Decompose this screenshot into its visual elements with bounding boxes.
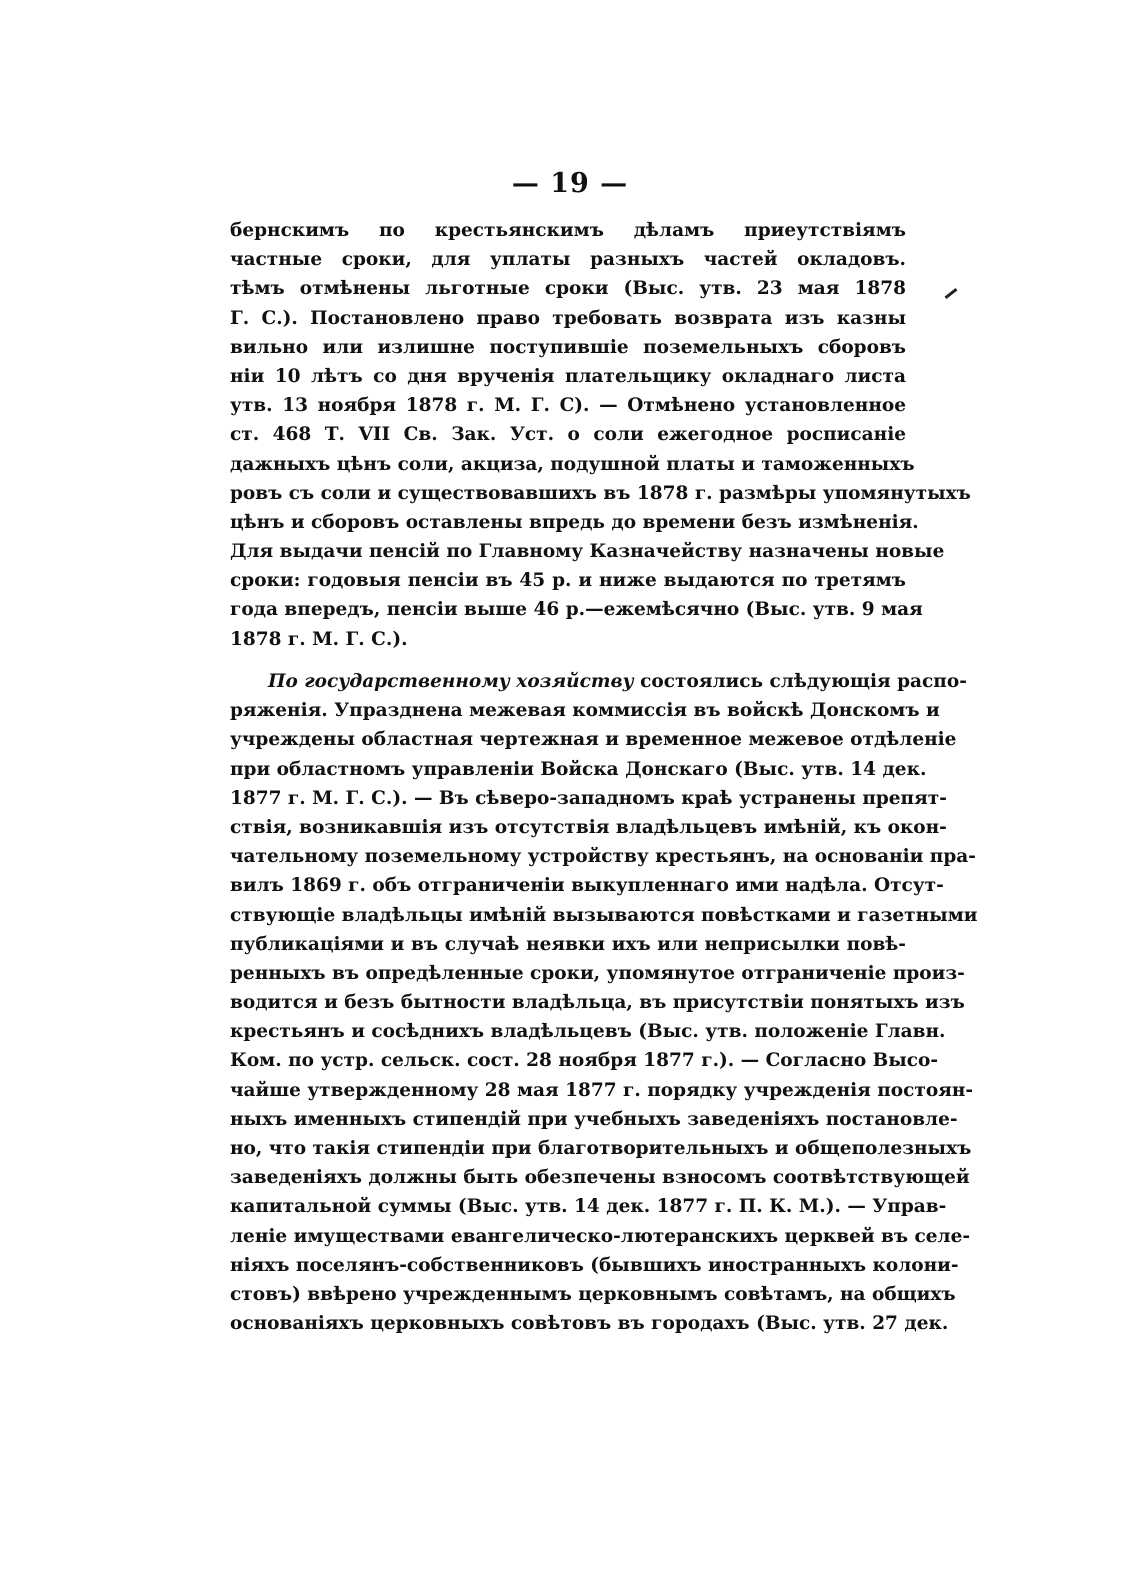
text-line: ніяхъ поселянъ-собственниковъ (бывшихъ иностранныхъ колони-: [230, 1254, 959, 1276]
margin-pencil-mark: [945, 288, 958, 299]
text-line: дажныхъ цѣнъ соли, акциза, подушной платы и таможенныхъ: [230, 453, 915, 475]
text-line: ровъ съ соли и существовавшихъ въ 1878 г. размѣры упомянутыхъ: [230, 482, 971, 504]
page-number: — 19 —: [511, 168, 629, 199]
text-line: 1878 г. М. Г. С.).: [230, 628, 408, 650]
first-line-rest: состоялись слѣдующія распо-: [633, 671, 967, 692]
paragraph: [230, 667, 978, 1338]
text-line: крестьянъ и сосѣднихъ владѣльцевъ (Выс. утв. положеніе Главн.: [230, 1021, 946, 1043]
text-line: ствующіе владѣльцы имѣній вызываются повѣстками и газетными: [230, 904, 978, 926]
text-line: утв. 13 ноября 1878 г. М. Г. С). — Отмѣнено установленное: [230, 395, 906, 417]
text-line: но, что такія стипендіи при благотворительныхъ и общеполезныхъ: [230, 1138, 972, 1159]
text-line: ст. 468 Т. VII Св. Зак. Уст. о соли ежегодное росписаніе: [230, 424, 906, 446]
text-line: капитальной суммы (Выс. утв. 14 дек. 1877 г. П. К. М.). — Управ-: [230, 1196, 947, 1218]
text-line: учреждены областная чертежная и временное межевое отдѣленіе: [230, 729, 957, 751]
text-line: ствія, возникавшія изъ отсутствія владѣльцевъ имѣній, къ окон-: [230, 816, 947, 838]
text-line: ныхъ именныхъ стипендій при учебныхъ заведеніяхъ постановле-: [230, 1108, 958, 1130]
text-line: вилъ 1869 г. объ отграниченіи выкупленнаго ими надѣла. Отсут-: [230, 875, 944, 897]
text-line: чательному поземельному устройству крестьянъ, на основаніи пра-: [230, 846, 976, 868]
text-line: ніи 10 лѣтъ со дня врученія плательщику окладнаго листа: [230, 365, 906, 387]
text-line: публикаціями и въ случаѣ неявки ихъ или неприсылки повѣ-: [230, 933, 906, 955]
text-line: Для выдачи пенсій по Главному Казначейству назначены новые: [230, 541, 945, 563]
text-line: частные сроки, для уплаты разныхъ частей окладовъ.: [230, 249, 906, 271]
text-line: леніе имуществами евангелическо-лютеранскихъ церквей въ селе-: [230, 1225, 971, 1247]
text-line: бернскимъ по крестьянскимъ дѣламъ приеутствіямъ: [230, 220, 906, 241]
italic-lead: По государственному хозяйству: [268, 671, 634, 692]
text-line: 1877 г. М. Г. С.). — Въ сѣверо-западномъ краѣ устранены препят-: [230, 787, 947, 809]
text-line: года впередъ, пенсіи выше 46 р.—ежемѣсячно (Выс. утв. 9 мая: [230, 599, 923, 621]
text-line: основаніяхъ церковныхъ совѣтовъ въ городахъ (Выс. утв. 27 дек.: [230, 1313, 949, 1335]
text-line: сроки: годовыя пенсіи въ 45 р. и ниже выдаются по третямъ: [230, 570, 906, 592]
text-line: Ком. по устр. сельск. сост. 28 ноября 1877 г.). — Согласно Высо-: [230, 1050, 939, 1072]
text-line: заведеніяхъ должны быть обезпечены взносомъ соотвѣтствующей: [230, 1167, 970, 1189]
text-line: цѣнъ и сборовъ оставлены впредь до времени безъ измѣненія.: [230, 511, 919, 533]
text-line: вильно или излишне поступившіе поземельныхъ сборовъ: [230, 336, 906, 358]
text-line: при областномъ управленіи Войска Донскаго (Выс. утв. 14 дек.: [230, 758, 927, 780]
text-line: ренныхъ въ опредѣленные сроки, упомянутое отграниченіе произ-: [230, 962, 965, 984]
text-line: чайше утвержденному 28 мая 1877 г. порядку учрежденія постоян-: [230, 1079, 974, 1101]
text-line: тѣмъ отмѣнены льготные сроки (Выс. утв. 23 мая 1878: [230, 278, 906, 300]
text-line: ряженія. Упразднена межевая коммиссія въ войскѣ Донскомъ и: [230, 700, 940, 722]
text-line: Г. С.). Постановлено право требовать возврата изъ казны: [230, 307, 906, 329]
text-line-first: [230, 667, 967, 696]
paragraph: [230, 216, 971, 654]
text-line: водится и безъ бытности владѣльца, въ присутствіи понятыхъ изъ: [230, 992, 965, 1014]
text-line: стовъ) ввѣрено учрежденнымъ церковнымъ совѣтамъ, на общихъ: [230, 1283, 956, 1305]
